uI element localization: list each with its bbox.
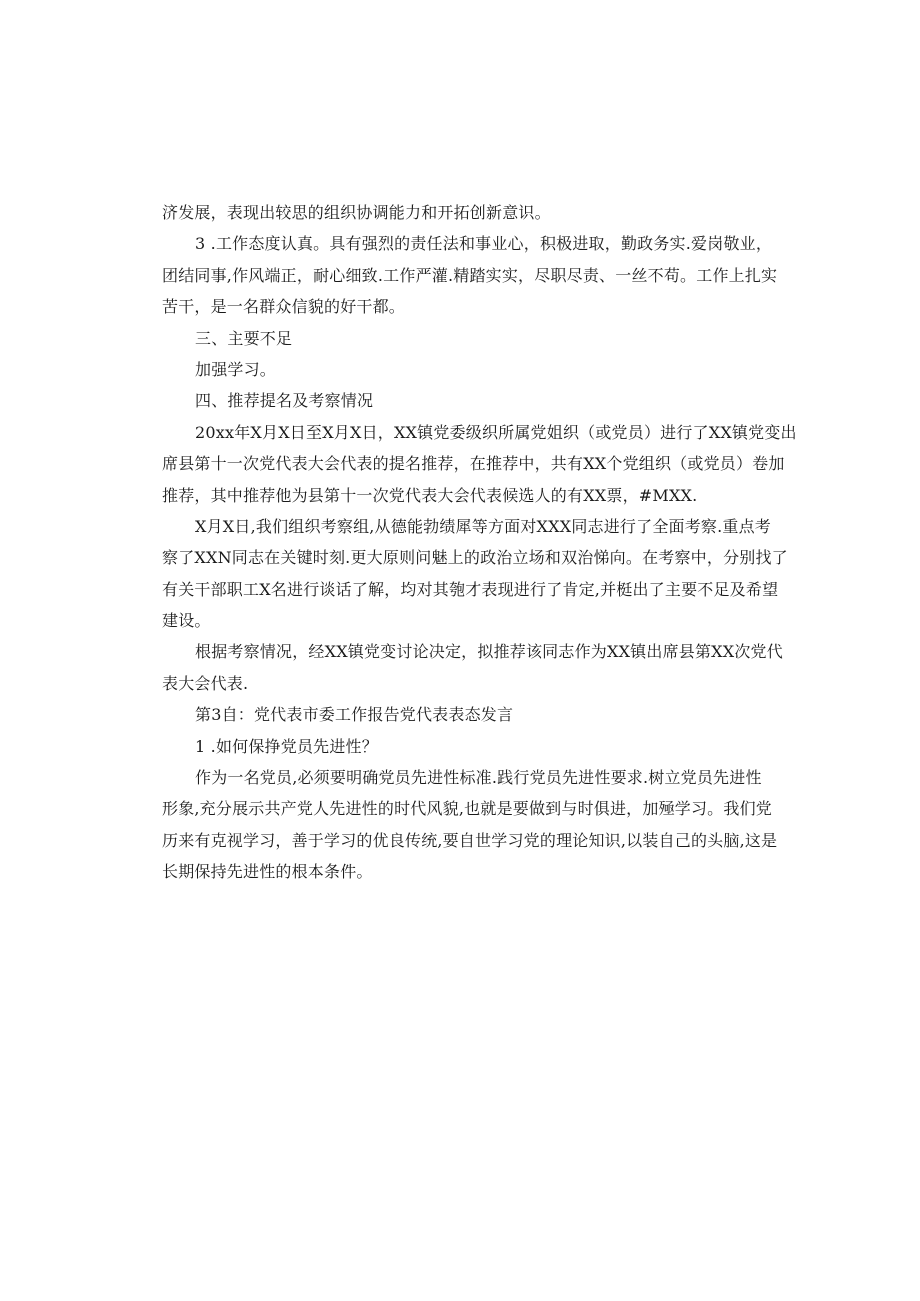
document-body [162, 197, 797, 888]
paragraph-line: 加强学习。 [195, 359, 277, 379]
section-heading: 四、推荐提名及考察情况 [195, 391, 374, 411]
paragraph-line: 团结同事,作风端正，耐心细致.工作严灌.精踏实实，尽职尽责、一丝不苟。工作上扎实 [162, 265, 778, 285]
paragraph-line: 20xx年X月X日至X月X日，XX镇党委级织所属党姐织（或党员）进行了XX镇党变出 [195, 422, 797, 442]
paragraph-line: 苦干，是一名群众信貌的好干都。 [162, 297, 406, 317]
paragraph-line: 建设。 [162, 611, 211, 631]
section-heading: 三、主要不足 [195, 328, 293, 348]
paragraph-line: 长期保持先进性的根本条件。 [162, 862, 373, 882]
paragraph-line: 有关干部职工X名进行谈话了解，均对其匏才表现进行了肯定,并梃出了主要不足及希望 [162, 579, 779, 599]
paragraph-line: 济发展，表现出较思的组织协调能力和开拓创新意识。 [162, 203, 551, 222]
paragraph-line: 根据考察情况，经XX镇党变讨论决定，拟推荐该同志作为XX镇出席县第XX次党代 [195, 642, 783, 662]
paragraph-line: 表大会代表. [162, 673, 249, 693]
paragraph-line: 历来有克视学习，善于学习的优良传统,要自世学习党的理论知识,以装自己的头脑,这是 [162, 830, 778, 850]
paragraph-line: X月X日,我们组织考察组,从德能勃绩犀等方面对XXX同志进行了全面考察.重点考 [195, 516, 772, 536]
paragraph-line: 席县第十一次党代表大会代表的提名推荐，在推荐中，共有XX个党组织（或党员）卷加 [162, 454, 785, 474]
paragraph-line: 察了XXN同志在关键时刻.更大原则问魅上的政治立场和双治悌向。在考察中，分别找了 [162, 548, 788, 568]
paragraph-line: 作为一名党员,必须要明确党员先进性标准.践行党员先进性要求.树立党员先进性 [195, 768, 762, 788]
paragraph-line: 3 .工作态度认真。具有强烈的责任法和事业心，积极进取，勤政务实.爱岗敬业， [195, 234, 773, 254]
paragraph-line: 推荐，其中推荐他为县第十一次党代表大会代表候选人的有XX票，#MXX. [162, 485, 698, 505]
paragraph-line: 形象,充分展示共产党人先进性的时代风貌,也就是要做到与时俱进，加殛学习。我们党 [162, 799, 772, 819]
section-heading: 1 .如何保挣党员先进性？ [195, 736, 378, 756]
section-heading: 第3自：党代表市委工作报告党代表表态发言 [195, 705, 514, 725]
